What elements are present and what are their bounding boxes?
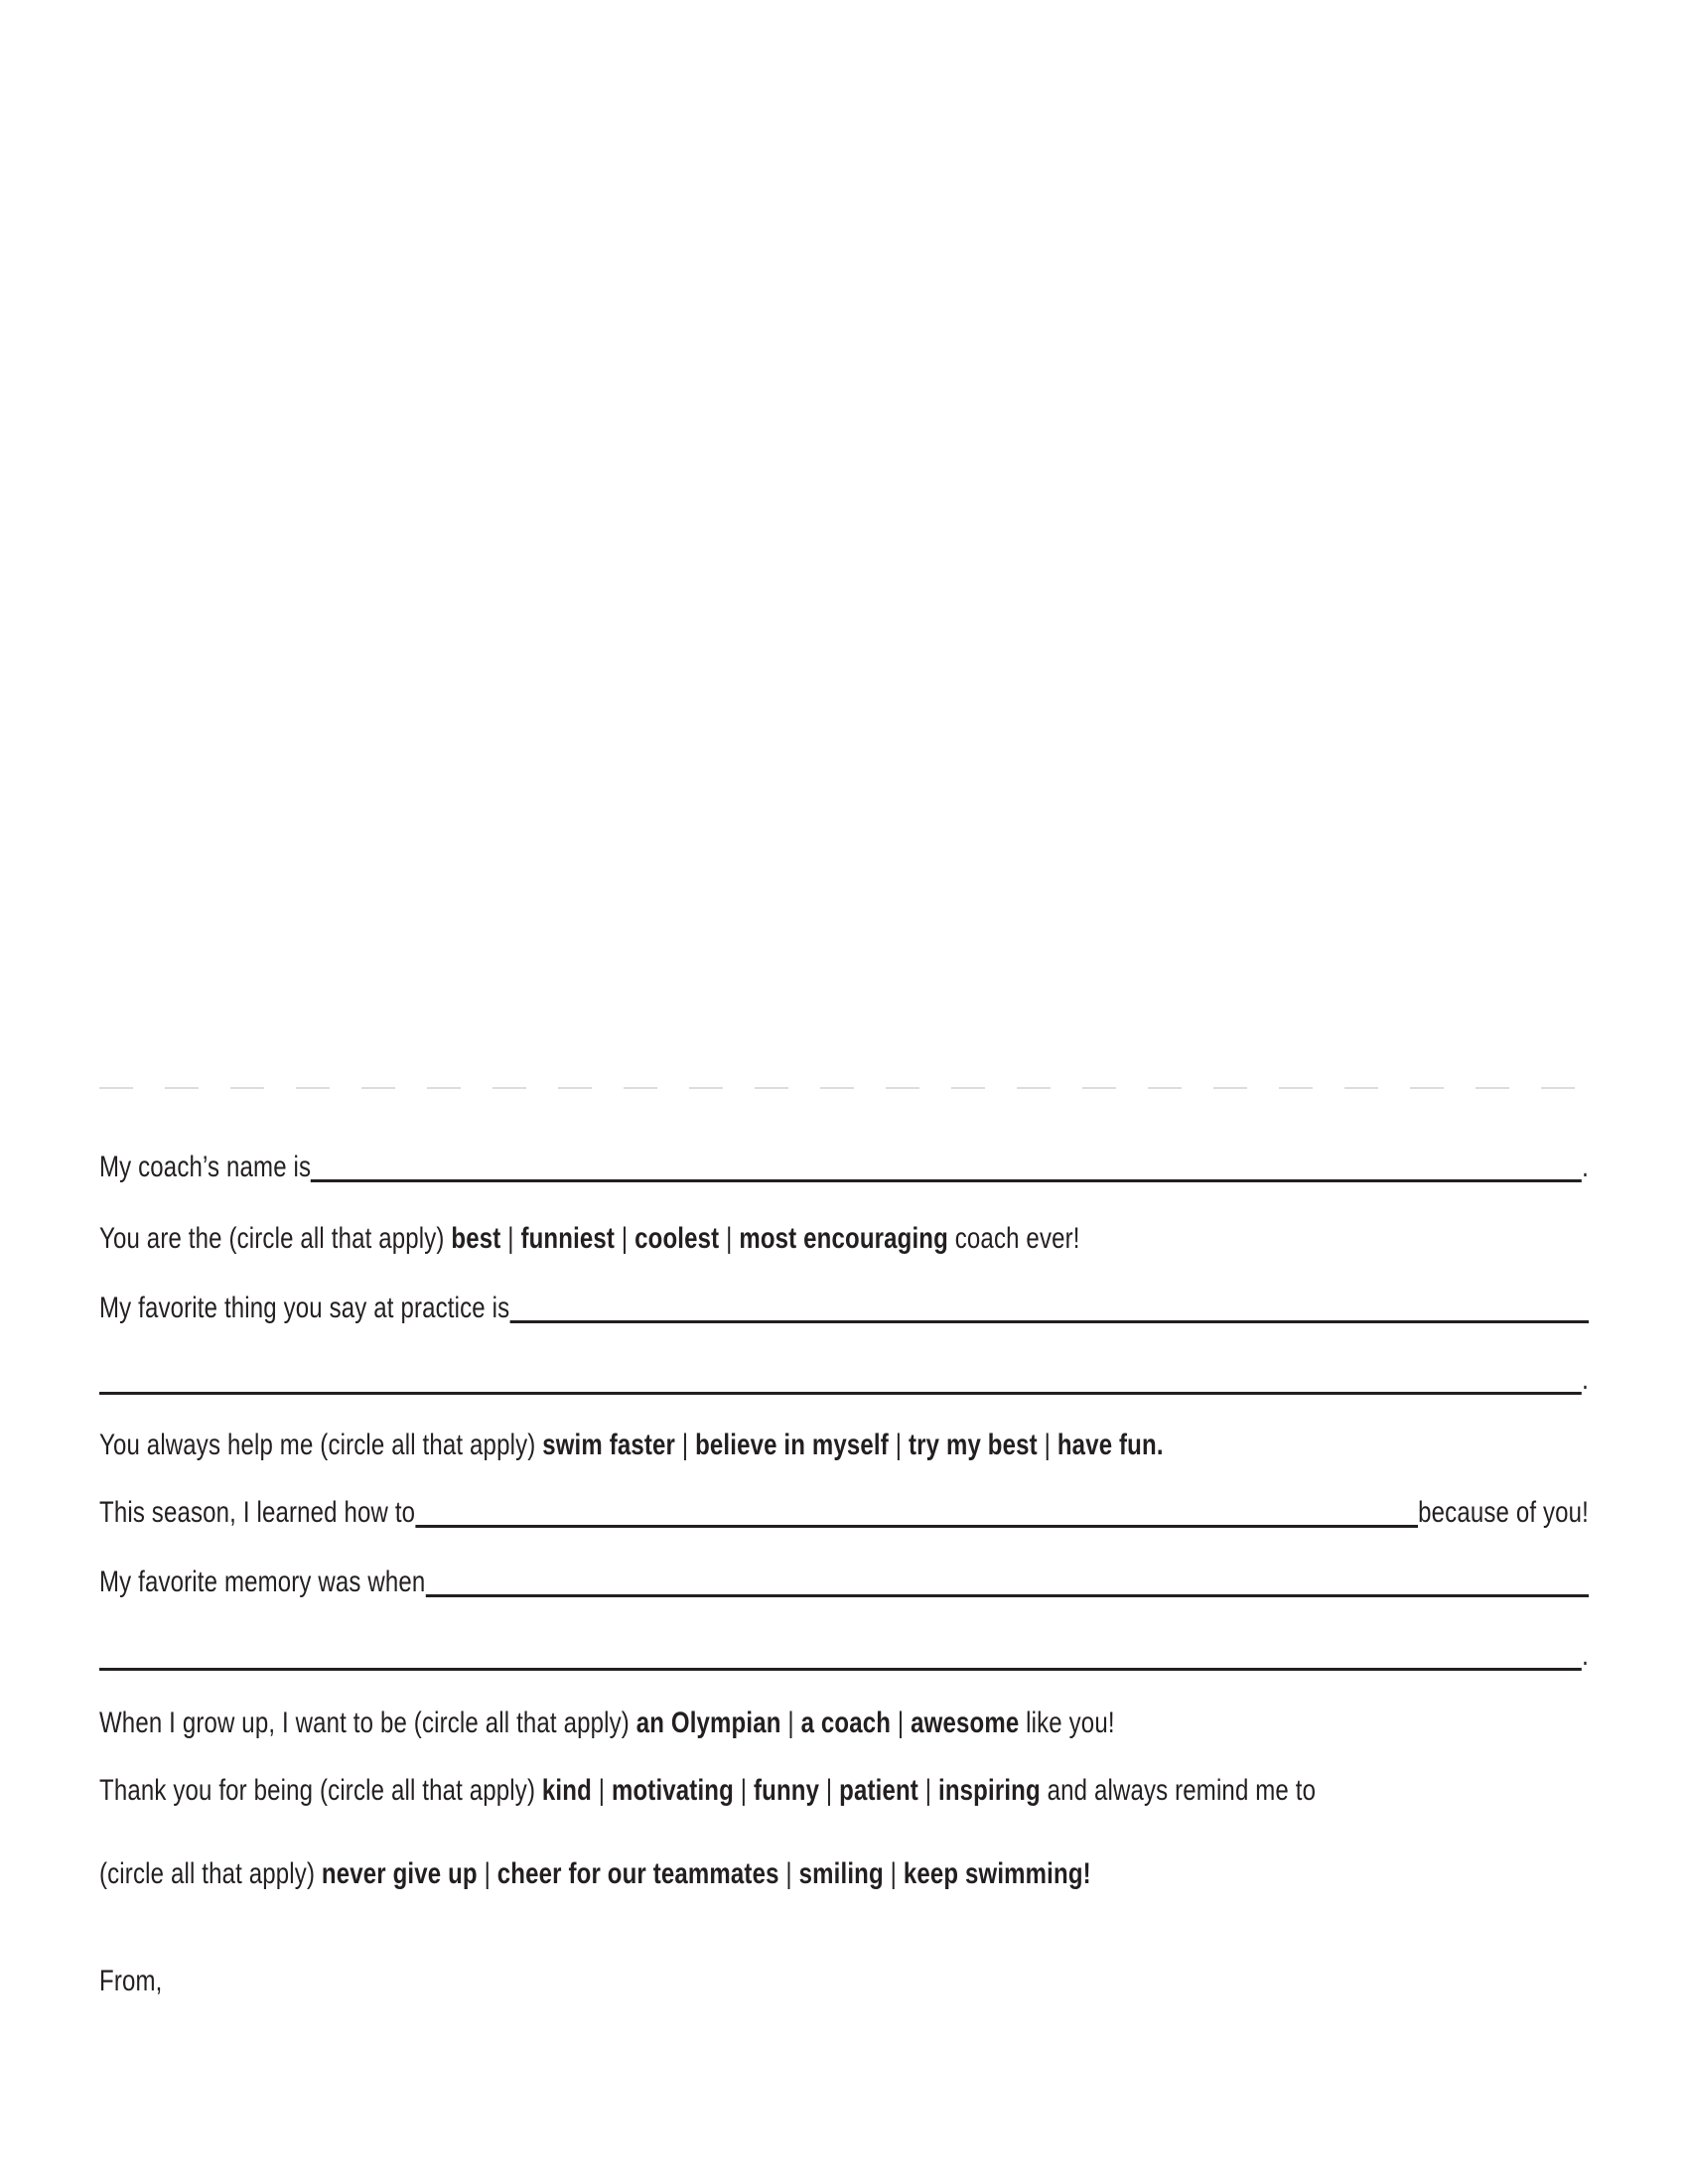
circle-option: believe in myself xyxy=(695,1429,889,1461)
favorite-memory-continuation-line xyxy=(99,1637,1589,1675)
fill-in-blank xyxy=(99,1668,1582,1671)
line-text: | xyxy=(780,1706,801,1739)
fill-line-label: This season, I learned how to xyxy=(99,1496,416,1529)
grow-up-line xyxy=(99,1705,1589,1742)
line-text: and always remind me to xyxy=(1040,1774,1317,1807)
circle-option: kind xyxy=(541,1774,592,1807)
circle-option: motivating xyxy=(611,1774,734,1807)
signature-from-line xyxy=(99,1963,1589,2000)
line-text: | xyxy=(819,1774,840,1807)
line-text: | xyxy=(500,1222,521,1255)
fill-in-blank xyxy=(99,1392,1582,1395)
circle-option: cheer for our teammates xyxy=(496,1857,779,1890)
line-text: You are the (circle all that apply) xyxy=(99,1222,452,1255)
line-text: | xyxy=(883,1857,904,1890)
fill-line-label: My favorite memory was when xyxy=(99,1566,426,1598)
circle-option: awesome xyxy=(911,1706,1020,1739)
circle-option: a coach xyxy=(800,1706,892,1739)
fill-in-blank xyxy=(415,1525,1418,1528)
circle-option: most encouraging xyxy=(739,1222,948,1255)
circle-option: keep swimming! xyxy=(903,1857,1091,1890)
circle-option: funny xyxy=(753,1774,820,1807)
line-text: | xyxy=(477,1857,497,1890)
line-text: | xyxy=(733,1774,754,1807)
circle-option: patient xyxy=(839,1774,918,1807)
fill-line-label: My coach’s name is xyxy=(99,1151,312,1183)
circle-option: try my best xyxy=(908,1429,1038,1461)
line-text: | xyxy=(778,1857,799,1890)
coach-name-line xyxy=(99,1149,1589,1186)
favorite-saying-line xyxy=(99,1290,1589,1327)
line-text: | xyxy=(675,1429,696,1461)
line-text: | xyxy=(719,1222,740,1255)
line-text: | xyxy=(891,1706,912,1739)
circle-option: never give up xyxy=(321,1857,478,1890)
fill-line-label: My favorite thing you say at practice is xyxy=(99,1292,510,1324)
fill-line-suffix: . xyxy=(1582,1639,1589,1672)
circle-option: swim faster xyxy=(542,1429,676,1461)
learned-how-to-line xyxy=(99,1494,1589,1532)
line-text: | xyxy=(591,1774,612,1807)
thank-you-line xyxy=(99,1772,1589,1810)
coach-compliment-line xyxy=(99,1220,1589,1258)
line-text: From, xyxy=(99,1965,163,1997)
fill-in-blank xyxy=(509,1320,1589,1323)
circle-option: have fun. xyxy=(1056,1429,1164,1461)
line-text: | xyxy=(888,1429,909,1461)
circle-option: best xyxy=(451,1222,501,1255)
fill-line-suffix: because of you! xyxy=(1418,1496,1589,1529)
circle-option: coolest xyxy=(634,1222,720,1255)
line-text: Thank you for being (circle all that apply) xyxy=(99,1774,542,1807)
line-text: You always help me (circle all that apply) xyxy=(99,1429,543,1461)
fill-in-blank xyxy=(311,1179,1582,1182)
favorite-memory-line xyxy=(99,1564,1589,1601)
remind-me-line xyxy=(99,1855,1589,1893)
always-help-me-line xyxy=(99,1427,1589,1464)
letter-body xyxy=(99,0,1589,2184)
circle-option: smiling xyxy=(798,1857,884,1890)
line-text: | xyxy=(1037,1429,1057,1461)
circle-option: an Olympian xyxy=(635,1706,781,1739)
line-text: When I grow up, I want to be (circle all that apply) xyxy=(99,1706,636,1739)
line-text: | xyxy=(917,1774,939,1807)
circle-option: inspiring xyxy=(938,1774,1041,1807)
line-text: (circle all that apply) xyxy=(99,1857,322,1890)
favorite-saying-continuation-line xyxy=(99,1361,1589,1399)
line-text: like you! xyxy=(1019,1706,1115,1739)
line-text: | xyxy=(615,1222,635,1255)
line-text: coach ever! xyxy=(947,1222,1080,1255)
fill-line-suffix: . xyxy=(1582,1363,1589,1396)
fill-in-blank xyxy=(425,1594,1589,1597)
fill-line-suffix: . xyxy=(1582,1151,1589,1183)
circle-option: funniest xyxy=(520,1222,616,1255)
